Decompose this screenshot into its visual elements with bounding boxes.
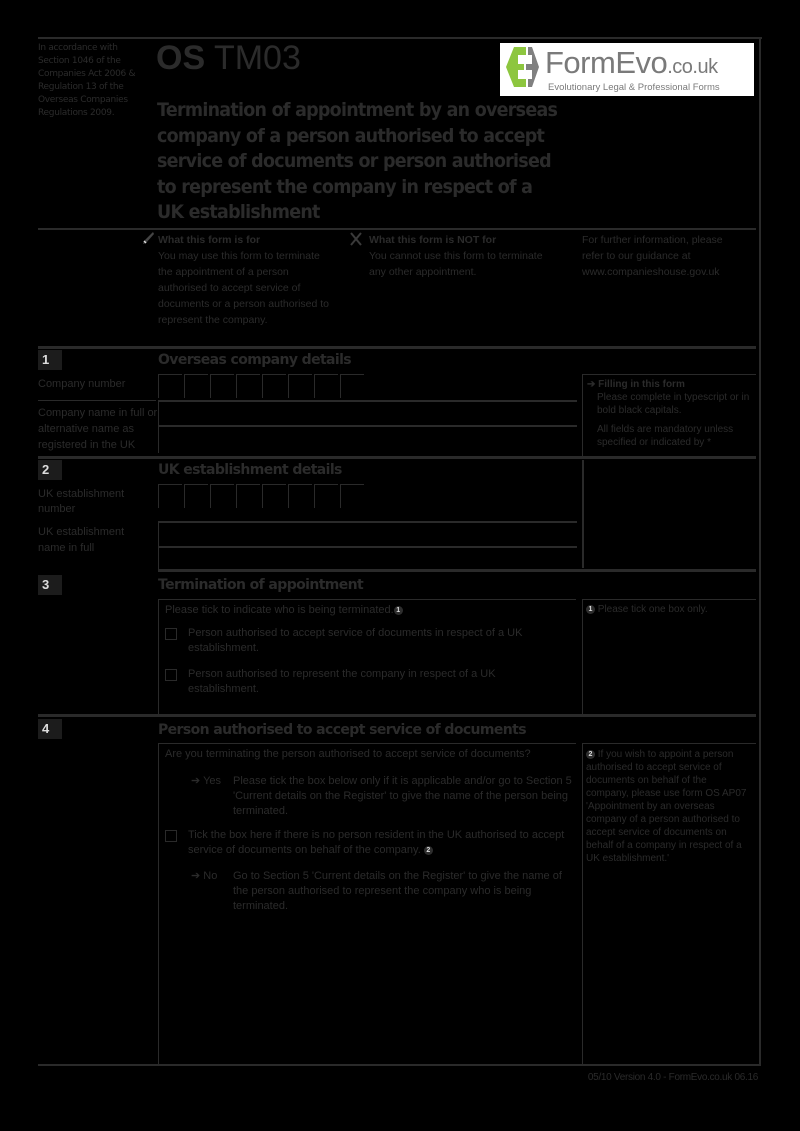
yes-label: ➔ Yes: [191, 775, 222, 787]
section-4-title: Person authorised to accept service of documents: [158, 722, 526, 738]
char-box[interactable]: [262, 484, 286, 508]
arrow-icon: ➔: [587, 379, 599, 390]
yes-instructions: Please tick the box below only if it is applicable and/or go to Section 5 'Current details on the Register' to give the name of the person being terminated.: [233, 775, 572, 817]
section-4-number: 4: [38, 719, 62, 739]
checkbox-represent-company[interactable]: [165, 669, 177, 681]
checkbox-no-person-resident[interactable]: [165, 830, 177, 842]
intro-not-for-heading: What this form is NOT for: [369, 234, 497, 246]
no-instructions: Go to Section 5 'Current details on the Register' to give the name of the person authorised to represent the company who is being terminated.: [233, 870, 562, 912]
intro-for-body: You may use this form to terminate the appointment of a person authorised to accept service of documents or a person authorised to represent the company.: [158, 250, 330, 326]
logo-brand: FormEvo.co.uk: [545, 45, 718, 80]
char-box[interactable]: [158, 484, 182, 508]
top-rule: [38, 37, 762, 39]
company-number-input[interactable]: [158, 374, 368, 400]
filling-in-line-2: All fields are mandatory unless specified or indicated by *: [597, 424, 734, 448]
form-number: TM03: [213, 39, 301, 77]
option-represent-company-label: Person authorised to represent the company in respect of a UK establishment.: [188, 668, 496, 695]
section-4-note: [582, 743, 756, 1065]
formevo-logo: [500, 43, 754, 96]
company-name-label: Company name in full or alternative name as registered in the UK: [38, 407, 158, 451]
note-1-badge: 1: [394, 606, 403, 615]
char-box[interactable]: [340, 484, 364, 508]
section-3-panel: [158, 599, 576, 715]
section-3-title: Termination of appointment: [158, 577, 364, 593]
uk-establishment-number-label: UK establishment number: [38, 488, 125, 515]
logo-tagline: Evolutionary Legal & Professional Forms: [548, 82, 720, 93]
further-info: For further information, please refer to our guidance at www.companieshouse.gov.uk: [582, 234, 723, 278]
note-1-marker: 1: [586, 605, 595, 614]
form-code: [156, 38, 301, 78]
intro-top-rule: [38, 228, 756, 230]
form-prefix: OS: [156, 39, 206, 77]
note-2-badge: 2: [424, 846, 433, 855]
char-box[interactable]: [314, 484, 338, 508]
intro-not-for: [369, 232, 559, 280]
cross-icon: [349, 232, 363, 246]
company-number-label: Company number: [38, 378, 126, 390]
char-box[interactable]: [288, 374, 312, 398]
company-name-input[interactable]: [158, 400, 577, 453]
note-2-marker: 2: [586, 750, 595, 759]
intro-for: [158, 232, 333, 328]
right-rule: [759, 37, 761, 1065]
section-4-question: Are you terminating the person authorised to accept service of documents?: [165, 748, 531, 760]
uk-establishment-name-label: UK establishment name in full: [38, 526, 125, 554]
char-box[interactable]: [184, 484, 208, 508]
divider: [38, 400, 156, 401]
legal-basis: In accordance with Section 1046 of the Companies Act 2006 & Regulation 13 of the Overseas Companies Regulations 2009.: [38, 43, 136, 118]
section-4-note-text: If you wish to appoint a person authorised to accept service of documents on behalf of the company, please use form OS AP07 'Appointment by an overseas company of a person authorised to accept service of documents on behalf of a company in respect of a UK establishment.': [586, 749, 747, 864]
filling-in-heading: Filling in this form: [598, 379, 685, 390]
filling-in-note: [582, 374, 756, 456]
uk-establishment-name-input[interactable]: [158, 521, 577, 571]
no-person-resident-label: Tick the box here if there is no person resident in the UK authorised to accept service of documents on behalf of the company. 2: [188, 829, 565, 856]
section-2-rule: [38, 456, 756, 459]
char-box[interactable]: [314, 374, 338, 398]
char-box[interactable]: [236, 484, 260, 508]
section-3-note: [582, 599, 756, 715]
uk-establishment-number-input[interactable]: [158, 484, 368, 510]
option-accept-service-label: Person authorised to accept service of documents in respect of a UK establishment.: [188, 627, 523, 654]
section-4-rule: [38, 714, 756, 717]
char-box[interactable]: [158, 374, 182, 398]
char-box[interactable]: [210, 374, 234, 398]
char-box[interactable]: [262, 374, 286, 398]
no-label: ➔ No: [191, 870, 218, 882]
section-3-note-text: Please tick one box only.: [597, 604, 708, 615]
char-box[interactable]: [340, 374, 364, 398]
section-3-rule: [158, 569, 756, 572]
footer-version: 05/10 Version 4.0 - FormEvo.co.uk 06.16: [587, 1072, 758, 1083]
section-2-number: 2: [38, 460, 62, 480]
char-box[interactable]: [184, 374, 208, 398]
section-3-prompt: Please tick to indicate who is being terminated.: [165, 604, 394, 616]
pen-icon: [141, 231, 155, 245]
arrow-icon: ➔: [191, 775, 204, 787]
section-3-number: 3: [38, 575, 62, 595]
section-1-rule: [38, 346, 756, 349]
intro-for-heading: What this form is for: [158, 234, 261, 246]
char-box[interactable]: [288, 484, 312, 508]
formevo-mark-icon: [504, 45, 540, 89]
section-1-title: Overseas company details: [158, 352, 352, 368]
checkbox-accept-service[interactable]: [165, 628, 177, 640]
page-title: Termination of appointment by an overseas company of a person authorised to accept service of documents or person authorised to represent the company in respect of a UK establishment: [157, 99, 558, 223]
intro-not-for-body: You cannot use this form to terminate any other appointment.: [369, 250, 543, 278]
arrow-icon: ➔: [191, 870, 204, 882]
section-4-panel: [158, 743, 576, 1065]
char-box[interactable]: [236, 374, 260, 398]
section-1-number: 1: [38, 350, 62, 370]
section-2-side-rule: [582, 460, 584, 568]
filling-in-line-1: Please complete in typescript or in bold black capitals.: [597, 392, 750, 416]
char-box[interactable]: [210, 484, 234, 508]
section-2-title: UK establishment details: [158, 462, 342, 478]
